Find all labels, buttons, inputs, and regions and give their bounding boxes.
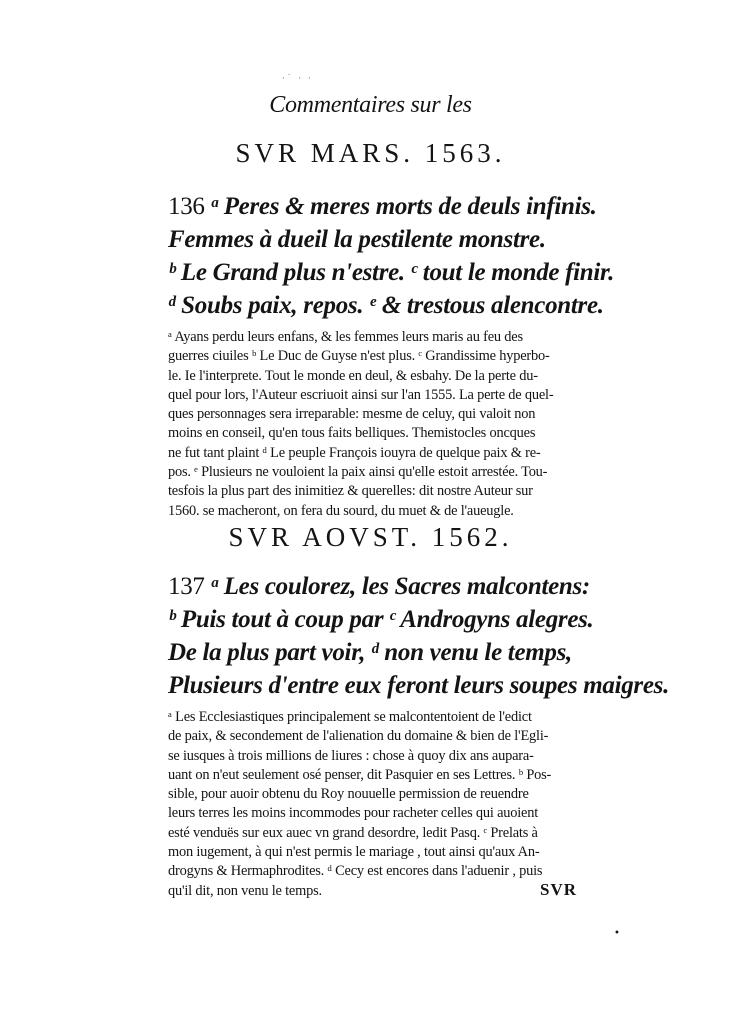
commentary-line: moins en conseil, qu'en tous faits belliques. Themistocles oncques (168, 425, 536, 442)
verse-line: Plusieurs d'entre eux feront leurs soupes maigres. (168, 672, 670, 699)
quatrain-number: 137 (168, 573, 205, 600)
commentary-line: quel pour lors, l'Auteur escriuoit ainsi sur l'an 1555. La perte de quel- (168, 386, 554, 403)
catchword: SVR (540, 880, 578, 899)
quatrain-number: 136 (168, 193, 205, 220)
commentary-line: drogyns & Hermaphrodites. ᵈ Cecy est encores dans l'aduenir , puis (168, 863, 543, 880)
commentary-line: qu'il dit, non venu le temps. (168, 882, 322, 899)
commentary-137 (168, 708, 624, 901)
commentary-line: 1560. se macheront, on fera du sourd, du muet & de l'aueugle. (168, 502, 514, 519)
verse-line: ᵈ Soubs paix, repos. ᵉ & trestous alencontre. (168, 292, 604, 319)
verse-line: 137 ᵃ Les coulorez, les Sacres malcontens: (168, 573, 590, 600)
commentary-line: pos. ᵉ Plusieurs ne vouloient la paix ainsi qu'elle estoit arrestée. Tou- (168, 464, 548, 481)
commentary-line: leurs terres les moins incommodes pour racheter celles qui auoient (168, 805, 539, 822)
commentary-line: tesfois la plus part des inimitiez & querelles: dit nostre Auteur sur (168, 483, 533, 500)
commentary-line: ᵃ Ayans perdu leurs enfans, & les femmes leurs maris au feu des (168, 329, 523, 345)
commentary-line: esté venduës sur eux auec vn grand desordre, ledit Pasq. ᶜ Prelats à (168, 824, 538, 841)
commentary-136 (168, 328, 624, 521)
verse-line: De la plus part voir, ᵈ non venu le temps, (168, 639, 572, 666)
section-heading-mars: SVR MARS. 1563. (235, 138, 506, 168)
running-head: Commentaires sur les (269, 92, 472, 118)
verse-line: ᵇ Le Grand plus n'estre. ᶜ tout le monde finir. (168, 259, 615, 286)
commentary-line: ne fut tant plaint ᵈ Le peuple François iouyra de quelque paix & re- (168, 444, 541, 461)
commentary-line: de paix, & secondement de l'alienation du domaine & bien de l'Egli- (168, 728, 549, 745)
verse-line: ᵇ Puis tout à coup par ᶜ Androgyns alegres. (168, 606, 594, 633)
ink-dot-decoration: • (614, 928, 620, 939)
quatrain-136 (168, 190, 615, 322)
section-heading-aoust: SVR AOVST. 1562. (228, 522, 513, 552)
commentary-line: le. Ie l'interprete. Tout le monde en deul, & esbahy. De la perte du- (168, 367, 538, 384)
ink-speck-decoration: ·˙ · · (282, 74, 313, 84)
verse-line: 136 ᵃ Peres & meres morts de deuls infinis. (168, 193, 597, 220)
commentary-line: guerres ciuiles ᵇ Le Duc de Guyse n'est plus. ᶜ Grandissime hyperbo- (168, 348, 550, 365)
commentary-line: mon iugement, à qui n'est permis le mariage , tout ainsi qu'aux An- (168, 844, 540, 861)
commentary-line: ques personnages sera irreparable: mesme de celuy, qui valoit non (168, 406, 536, 423)
commentary-line: se iusques à trois millions de liures : chose à quoy dix ans aupara- (168, 747, 534, 764)
verse-line: Femmes à dueil la pestilente monstre. (168, 226, 546, 253)
commentary-line: uant on n'eut seulement osé penser, dit Pasquier en ses Lettres. ᵇ Pos- (168, 766, 552, 783)
commentary-line: ᵃ Les Ecclesiastiques principalement se malcontentoient de l'edict (168, 709, 532, 725)
commentary-line: sible, pour auoir obtenu du Roy nouuelle permission de reuendre (168, 786, 529, 803)
quatrain-137 (168, 570, 670, 702)
